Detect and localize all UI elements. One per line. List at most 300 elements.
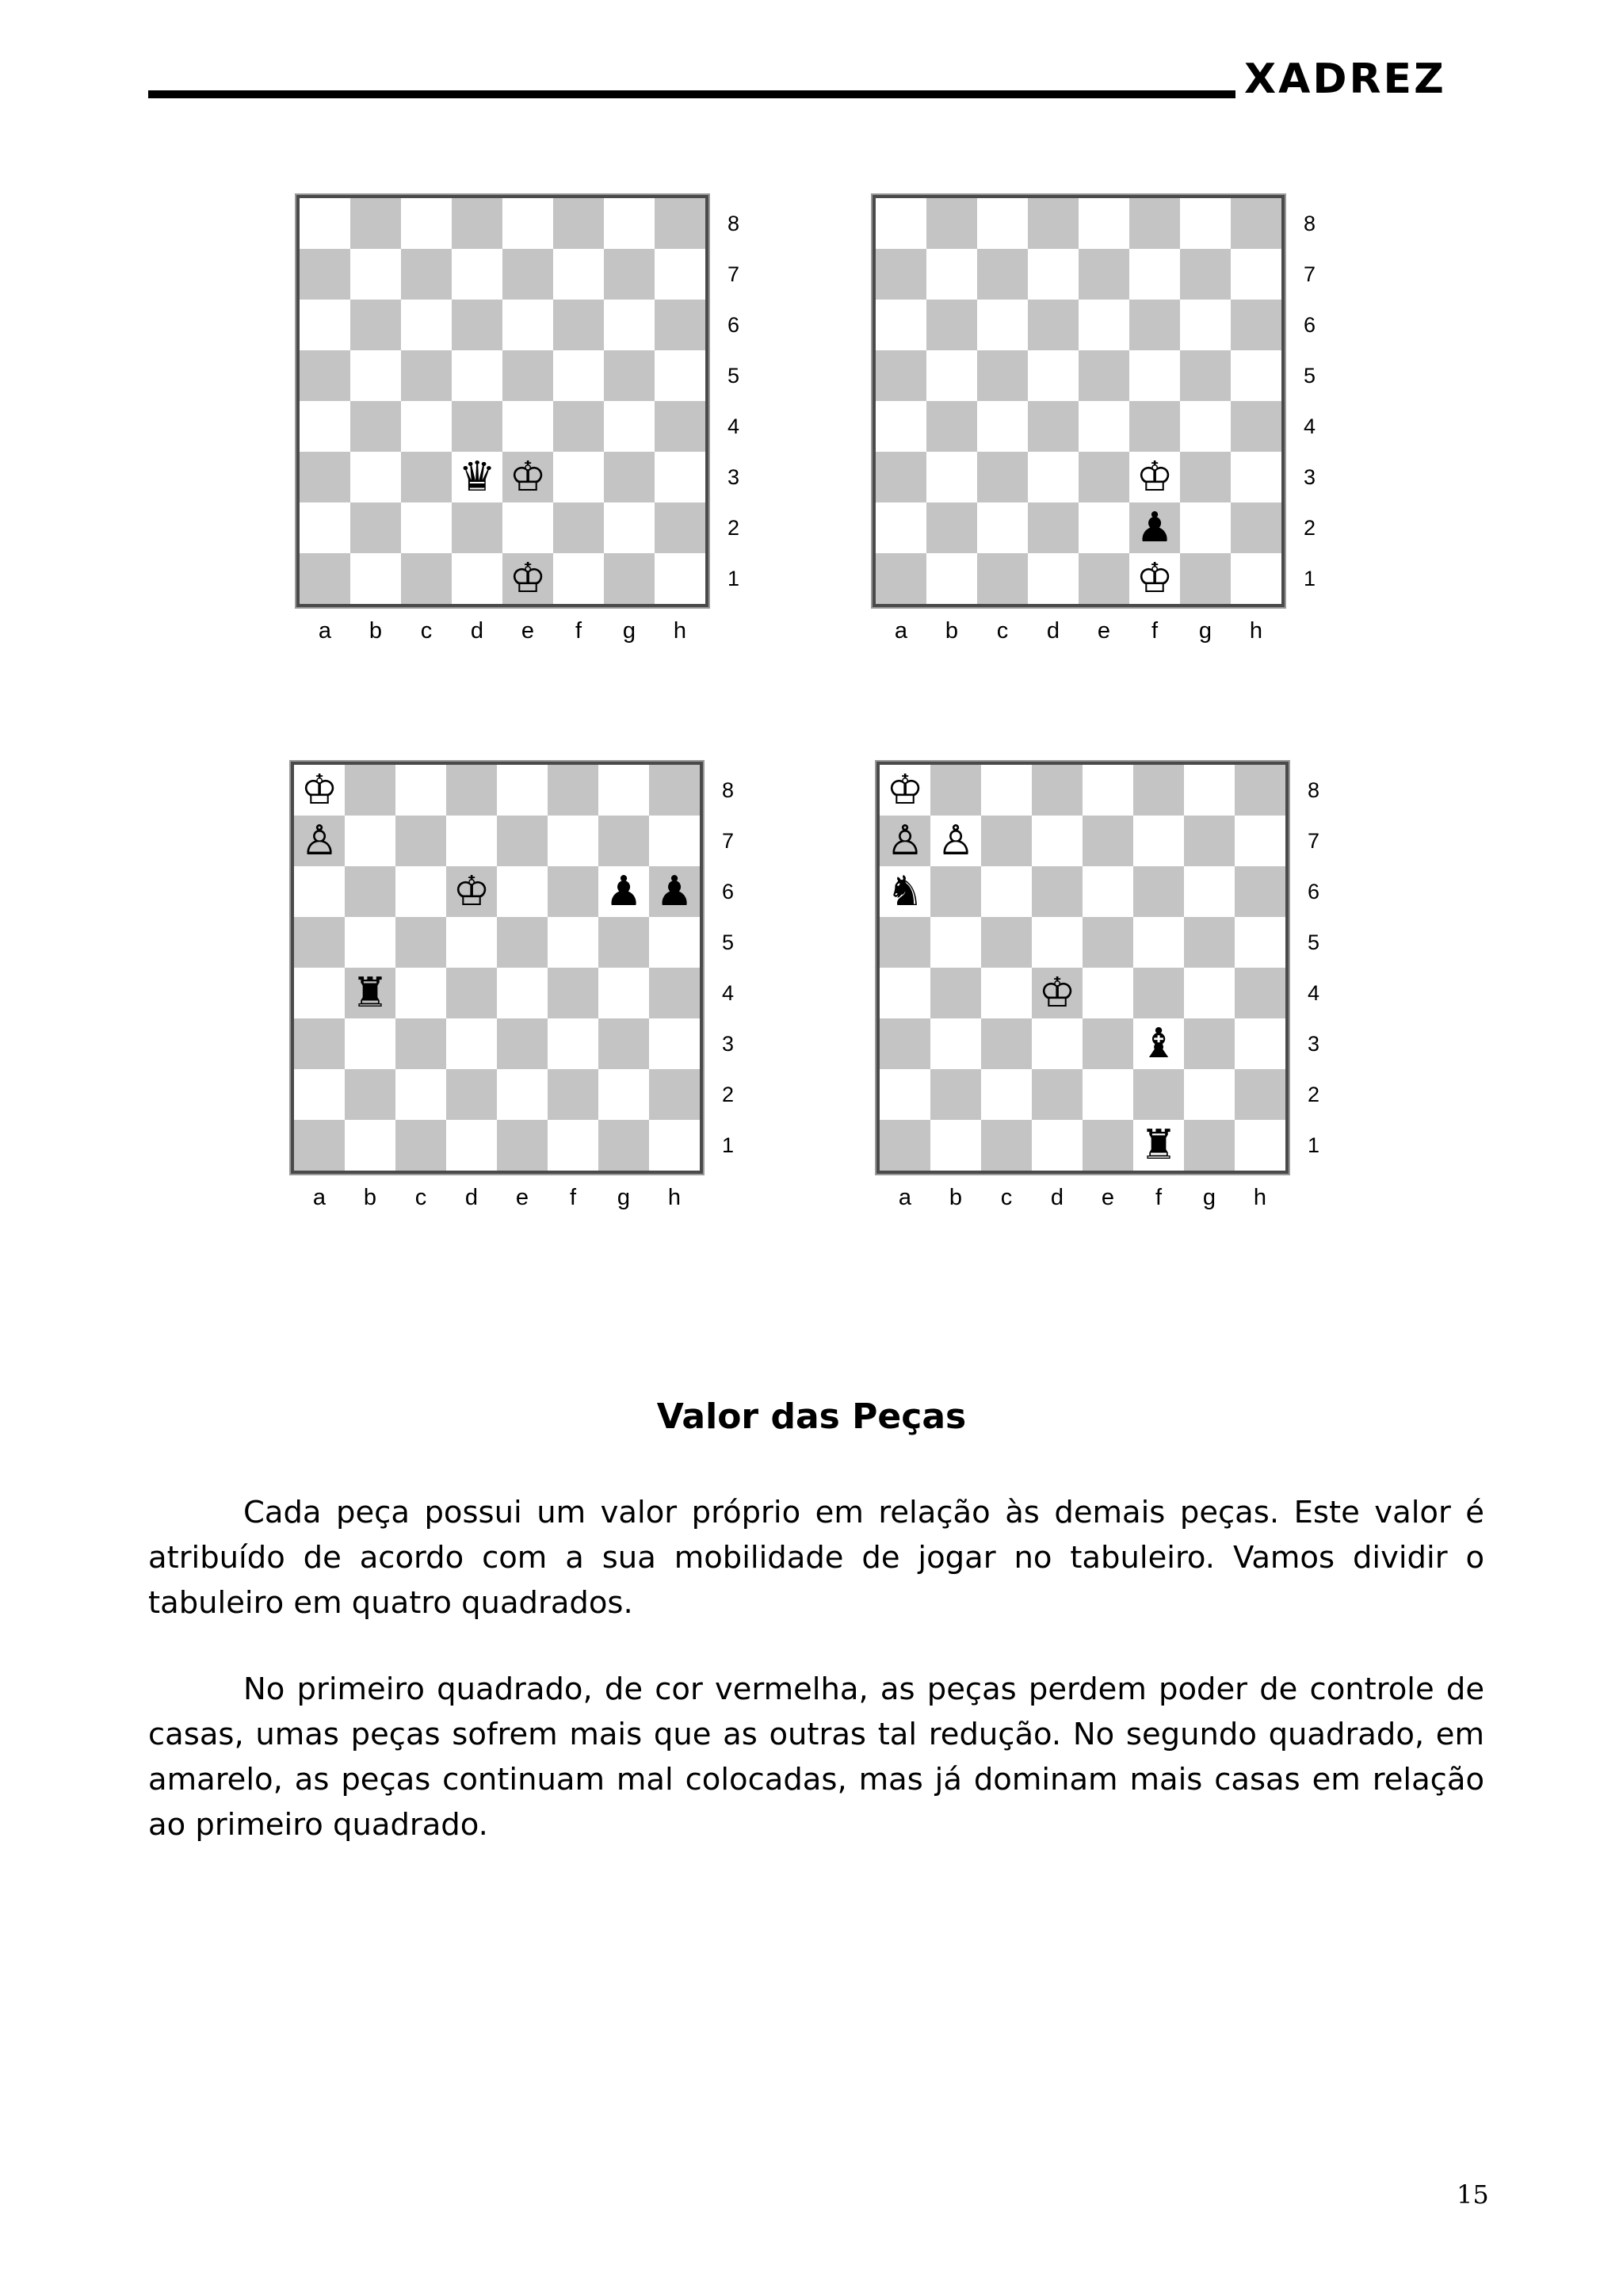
square-d2 <box>452 502 502 553</box>
square-f6 <box>548 866 598 917</box>
square-d7 <box>446 816 497 866</box>
square-a7 <box>294 816 345 866</box>
square-c5 <box>977 350 1028 401</box>
square-g2 <box>604 502 655 553</box>
piece-wP: ♙ <box>886 817 924 865</box>
square-g1 <box>1180 553 1231 604</box>
file-label: f <box>1151 618 1159 644</box>
square-d3 <box>452 452 502 502</box>
square-g5 <box>598 917 649 968</box>
square-c6 <box>401 300 452 350</box>
piece-bQ: ♛ <box>458 453 496 501</box>
square-e7 <box>502 249 553 300</box>
square-b7 <box>350 249 401 300</box>
file-label: a <box>894 618 908 644</box>
square-f2 <box>553 502 604 553</box>
file-label: h <box>1253 1185 1267 1210</box>
square-f1 <box>1129 553 1180 604</box>
rank-label: 2 <box>722 1083 735 1106</box>
square-f7 <box>1129 249 1180 300</box>
square-e8 <box>497 765 548 816</box>
square-a7 <box>880 816 930 866</box>
square-g3 <box>1180 452 1231 502</box>
square-f8 <box>553 198 604 249</box>
file-label: e <box>521 618 535 644</box>
square-b3 <box>930 1018 981 1069</box>
square-b8 <box>926 198 977 249</box>
square-c8 <box>977 198 1028 249</box>
file-label: d <box>470 618 484 644</box>
square-f8 <box>1129 198 1180 249</box>
file-label: c <box>996 618 1009 644</box>
file-label: h <box>1249 618 1263 644</box>
rank-label: 6 <box>727 313 740 337</box>
rank-label: 5 <box>727 364 740 388</box>
page-number: 15 <box>1457 2179 1489 2210</box>
square-d7 <box>452 249 502 300</box>
square-b7 <box>926 249 977 300</box>
square-g2 <box>1184 1069 1235 1120</box>
square-f8 <box>548 765 598 816</box>
square-a6 <box>876 300 926 350</box>
file-labels <box>294 1185 700 1211</box>
square-b3 <box>926 452 977 502</box>
square-d8 <box>1032 765 1083 816</box>
rank-label: 2 <box>1308 1083 1320 1106</box>
square-e8 <box>1079 198 1129 249</box>
square-g2 <box>1180 502 1231 553</box>
file-label: e <box>1101 1185 1115 1210</box>
square-a3 <box>294 1018 345 1069</box>
rank-label: 7 <box>727 262 740 286</box>
square-e7 <box>497 816 548 866</box>
square-c4 <box>977 401 1028 452</box>
square-f7 <box>548 816 598 866</box>
square-g7 <box>604 249 655 300</box>
square-d6 <box>1028 300 1079 350</box>
square-h6 <box>1231 300 1281 350</box>
square-h8 <box>655 198 705 249</box>
piece-bR: ♜ <box>1140 1121 1178 1169</box>
square-e1 <box>1083 1120 1133 1171</box>
square-c1 <box>981 1120 1032 1171</box>
square-b2 <box>926 502 977 553</box>
square-c4 <box>981 968 1032 1018</box>
square-f3 <box>1129 452 1180 502</box>
square-g7 <box>598 816 649 866</box>
square-d8 <box>446 765 497 816</box>
square-c2 <box>401 502 452 553</box>
square-c5 <box>981 917 1032 968</box>
piece-bN: ♞ <box>886 868 924 915</box>
square-c5 <box>401 350 452 401</box>
square-h2 <box>1235 1069 1285 1120</box>
square-f3 <box>548 1018 598 1069</box>
square-a8 <box>876 198 926 249</box>
file-label: e <box>515 1185 529 1210</box>
square-c1 <box>401 553 452 604</box>
square-a6 <box>294 866 345 917</box>
square-a4 <box>876 401 926 452</box>
square-a8 <box>880 765 930 816</box>
rank-label: 7 <box>1304 262 1316 286</box>
square-h5 <box>1231 350 1281 401</box>
rank-labels <box>722 765 746 1171</box>
square-h7 <box>1235 816 1285 866</box>
rank-label: 6 <box>1308 880 1320 904</box>
rank-label: 1 <box>722 1133 735 1157</box>
square-b8 <box>350 198 401 249</box>
chess-board <box>871 193 1286 609</box>
file-label: g <box>1202 1185 1216 1210</box>
rank-label: 4 <box>1304 415 1316 438</box>
square-g7 <box>1180 249 1231 300</box>
square-a5 <box>300 350 350 401</box>
square-c1 <box>977 553 1028 604</box>
square-b7 <box>345 816 395 866</box>
square-e8 <box>1083 765 1133 816</box>
square-d6 <box>446 866 497 917</box>
square-e4 <box>497 968 548 1018</box>
square-a3 <box>880 1018 930 1069</box>
file-label: f <box>569 1185 577 1210</box>
square-f5 <box>1129 350 1180 401</box>
square-h8 <box>1231 198 1281 249</box>
square-e5 <box>1079 350 1129 401</box>
square-d2 <box>1028 502 1079 553</box>
square-h6 <box>655 300 705 350</box>
square-a7 <box>876 249 926 300</box>
square-c3 <box>977 452 1028 502</box>
square-e6 <box>1083 866 1133 917</box>
square-c6 <box>395 866 446 917</box>
square-h2 <box>1231 502 1281 553</box>
square-a7 <box>300 249 350 300</box>
square-a5 <box>876 350 926 401</box>
square-a5 <box>880 917 930 968</box>
square-h1 <box>655 553 705 604</box>
square-d1 <box>1028 553 1079 604</box>
square-e3 <box>1079 452 1129 502</box>
square-d2 <box>446 1069 497 1120</box>
file-label: h <box>673 618 687 644</box>
square-f1 <box>553 553 604 604</box>
square-c1 <box>395 1120 446 1171</box>
rank-labels <box>727 198 751 604</box>
square-d1 <box>446 1120 497 1171</box>
square-f2 <box>1129 502 1180 553</box>
square-f5 <box>548 917 598 968</box>
square-b4 <box>350 401 401 452</box>
square-c3 <box>981 1018 1032 1069</box>
rank-label: 7 <box>722 829 735 853</box>
rank-label: 1 <box>727 567 740 590</box>
square-g2 <box>598 1069 649 1120</box>
square-a3 <box>876 452 926 502</box>
square-e5 <box>497 917 548 968</box>
square-f4 <box>553 401 604 452</box>
square-h4 <box>649 968 700 1018</box>
piece-wK: ♔ <box>1136 453 1174 501</box>
square-b8 <box>345 765 395 816</box>
square-h4 <box>1235 968 1285 1018</box>
square-h3 <box>1231 452 1281 502</box>
square-g4 <box>604 401 655 452</box>
square-b7 <box>930 816 981 866</box>
square-f3 <box>553 452 604 502</box>
square-d6 <box>452 300 502 350</box>
file-label: a <box>898 1185 912 1210</box>
square-a3 <box>300 452 350 502</box>
piece-bR: ♜ <box>351 969 389 1017</box>
square-h3 <box>649 1018 700 1069</box>
file-label: b <box>363 1185 377 1210</box>
square-g5 <box>1180 350 1231 401</box>
square-b2 <box>350 502 401 553</box>
square-c7 <box>395 816 446 866</box>
file-label: f <box>575 618 582 644</box>
square-a1 <box>294 1120 345 1171</box>
square-b2 <box>930 1069 981 1120</box>
piece-bP: ♟ <box>655 868 693 915</box>
rank-label: 6 <box>1304 313 1316 337</box>
square-f5 <box>553 350 604 401</box>
square-f2 <box>1133 1069 1184 1120</box>
square-c4 <box>401 401 452 452</box>
square-d4 <box>452 401 502 452</box>
square-g1 <box>598 1120 649 1171</box>
square-f3 <box>1133 1018 1184 1069</box>
square-a2 <box>300 502 350 553</box>
file-label: d <box>464 1185 479 1210</box>
square-h4 <box>655 401 705 452</box>
square-h3 <box>655 452 705 502</box>
piece-wP: ♙ <box>937 817 975 865</box>
rank-label: 2 <box>727 516 740 540</box>
rank-label: 8 <box>1308 778 1320 802</box>
square-d4 <box>1028 401 1079 452</box>
square-e3 <box>497 1018 548 1069</box>
square-d6 <box>1032 866 1083 917</box>
rank-label: 1 <box>1304 567 1316 590</box>
square-e7 <box>1079 249 1129 300</box>
chess-board <box>875 760 1290 1175</box>
square-g4 <box>598 968 649 1018</box>
rank-label: 3 <box>1304 465 1316 489</box>
square-b1 <box>926 553 977 604</box>
square-f6 <box>553 300 604 350</box>
file-label: g <box>1198 618 1212 644</box>
rank-label: 6 <box>722 880 735 904</box>
square-f4 <box>1133 968 1184 1018</box>
square-f8 <box>1133 765 1184 816</box>
square-b4 <box>926 401 977 452</box>
chess-board <box>289 760 705 1175</box>
square-d5 <box>1032 917 1083 968</box>
piece-wK: ♔ <box>886 766 924 814</box>
square-b4 <box>930 968 981 1018</box>
square-f4 <box>1129 401 1180 452</box>
square-c2 <box>981 1069 1032 1120</box>
square-d7 <box>1028 249 1079 300</box>
square-a2 <box>294 1069 345 1120</box>
square-c2 <box>395 1069 446 1120</box>
piece-bB: ♝ <box>1140 1020 1178 1068</box>
square-g3 <box>598 1018 649 1069</box>
square-c5 <box>395 917 446 968</box>
piece-bP: ♟ <box>1136 504 1174 552</box>
square-g6 <box>1184 866 1235 917</box>
square-h7 <box>1231 249 1281 300</box>
square-f7 <box>553 249 604 300</box>
square-e4 <box>502 401 553 452</box>
square-d7 <box>1032 816 1083 866</box>
rank-label: 8 <box>1304 212 1316 235</box>
square-c7 <box>401 249 452 300</box>
piece-wK: ♔ <box>1136 555 1174 602</box>
square-a4 <box>300 401 350 452</box>
rank-label: 5 <box>1304 364 1316 388</box>
rank-label: 8 <box>722 778 735 802</box>
file-label: h <box>667 1185 682 1210</box>
square-c8 <box>395 765 446 816</box>
header-rule <box>148 90 1235 98</box>
piece-wK: ♔ <box>1038 969 1076 1017</box>
square-g7 <box>1184 816 1235 866</box>
square-a4 <box>880 968 930 1018</box>
file-label: e <box>1097 618 1111 644</box>
square-g3 <box>1184 1018 1235 1069</box>
rank-labels <box>1308 765 1331 1171</box>
square-g6 <box>1180 300 1231 350</box>
square-b2 <box>345 1069 395 1120</box>
square-c3 <box>395 1018 446 1069</box>
square-c3 <box>401 452 452 502</box>
piece-wK: ♔ <box>509 453 547 501</box>
paragraph-2: No primeiro quadrado, de cor vermelha, as peças perdem poder de controle de casas, umas peças sofrem mais que as outras tal redução. No segundo quadrado, em amarelo, as peças continuam mal colocadas, mas já dominam mais casas em relação ao primeiro quadrado. <box>148 1671 1484 1843</box>
square-e6 <box>1079 300 1129 350</box>
square-a5 <box>294 917 345 968</box>
file-label: c <box>414 1185 427 1210</box>
paragraph-1: Cada peça possui um valor próprio em relação às demais peças. Este valor é atribuído de acordo com a sua mobilidade de jogar no tabuleiro. Vamos dividir o tabuleiro em quatro quadrados. <box>148 1495 1484 1621</box>
square-b6 <box>930 866 981 917</box>
square-h5 <box>649 917 700 968</box>
square-h3 <box>1235 1018 1285 1069</box>
square-c7 <box>981 816 1032 866</box>
file-label: d <box>1046 618 1060 644</box>
square-a2 <box>876 502 926 553</box>
square-c2 <box>977 502 1028 553</box>
square-e6 <box>497 866 548 917</box>
square-h1 <box>1235 1120 1285 1171</box>
square-h7 <box>649 816 700 866</box>
square-g4 <box>1180 401 1231 452</box>
rank-label: 4 <box>722 981 735 1005</box>
square-h1 <box>649 1120 700 1171</box>
square-e7 <box>1083 816 1133 866</box>
square-f4 <box>548 968 598 1018</box>
square-a1 <box>880 1120 930 1171</box>
square-b1 <box>930 1120 981 1171</box>
square-e2 <box>497 1069 548 1120</box>
rank-label: 1 <box>1308 1133 1320 1157</box>
square-h2 <box>655 502 705 553</box>
chess-board <box>295 193 710 609</box>
square-a4 <box>294 968 345 1018</box>
rank-labels <box>1304 198 1327 604</box>
square-e5 <box>1083 917 1133 968</box>
square-d5 <box>452 350 502 401</box>
file-label: a <box>312 1185 327 1210</box>
square-a1 <box>300 553 350 604</box>
square-a8 <box>294 765 345 816</box>
square-h5 <box>655 350 705 401</box>
square-c6 <box>977 300 1028 350</box>
square-e2 <box>1079 502 1129 553</box>
square-c6 <box>981 866 1032 917</box>
square-e2 <box>502 502 553 553</box>
square-e1 <box>1079 553 1129 604</box>
square-b5 <box>926 350 977 401</box>
square-h7 <box>655 249 705 300</box>
square-d3 <box>446 1018 497 1069</box>
square-b6 <box>926 300 977 350</box>
square-e8 <box>502 198 553 249</box>
square-d8 <box>452 198 502 249</box>
square-f7 <box>1133 816 1184 866</box>
square-g1 <box>1184 1120 1235 1171</box>
square-a6 <box>300 300 350 350</box>
square-a8 <box>300 198 350 249</box>
square-h4 <box>1231 401 1281 452</box>
square-g6 <box>598 866 649 917</box>
square-d4 <box>1032 968 1083 1018</box>
square-b1 <box>345 1120 395 1171</box>
square-f6 <box>1129 300 1180 350</box>
file-labels <box>876 618 1281 644</box>
square-b5 <box>345 917 395 968</box>
square-d1 <box>1032 1120 1083 1171</box>
square-e6 <box>502 300 553 350</box>
rank-label: 3 <box>727 465 740 489</box>
square-h5 <box>1235 917 1285 968</box>
square-c4 <box>395 968 446 1018</box>
square-d3 <box>1032 1018 1083 1069</box>
rank-label: 4 <box>727 415 740 438</box>
square-d2 <box>1032 1069 1083 1120</box>
piece-wP: ♙ <box>300 817 338 865</box>
piece-wK: ♔ <box>453 868 491 915</box>
square-g5 <box>1184 917 1235 968</box>
square-g1 <box>604 553 655 604</box>
piece-wK: ♔ <box>300 766 338 814</box>
square-f5 <box>1133 917 1184 968</box>
file-label: b <box>369 618 383 644</box>
square-e3 <box>502 452 553 502</box>
file-label: c <box>1000 1185 1013 1210</box>
square-g8 <box>1184 765 1235 816</box>
square-g8 <box>598 765 649 816</box>
file-label: a <box>318 618 332 644</box>
square-d3 <box>1028 452 1079 502</box>
square-f2 <box>548 1069 598 1120</box>
square-h6 <box>649 866 700 917</box>
square-b6 <box>350 300 401 350</box>
square-b5 <box>350 350 401 401</box>
rank-label: 5 <box>722 930 735 954</box>
file-label: g <box>622 618 636 644</box>
square-h8 <box>649 765 700 816</box>
